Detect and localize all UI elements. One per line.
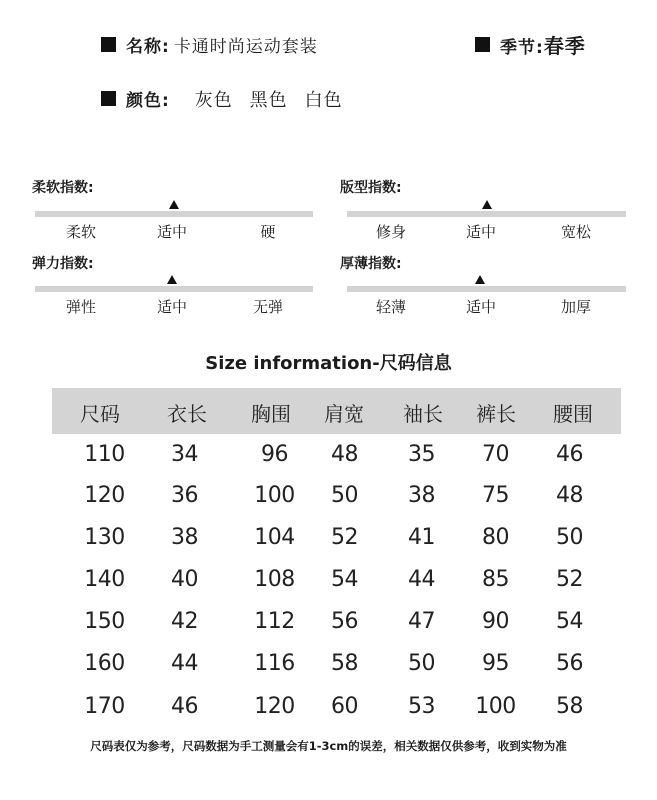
- season-value: 春季: [543, 34, 586, 58]
- index-label: 适中: [465, 223, 496, 241]
- table-cell: 80: [482, 525, 509, 550]
- table-cell: 46: [171, 694, 198, 719]
- header-cell: 肩宽: [324, 402, 364, 426]
- table-cell: 42: [171, 609, 198, 634]
- header-cell: 尺码: [80, 402, 120, 426]
- table-cell: 130: [84, 525, 125, 550]
- footnote: 尺码表仅为参考，尺码数据为手工测量会有1-3cm的误差，相关数据仅供参考，收到实物为准: [90, 739, 567, 753]
- index-title: 厚薄指数:: [340, 256, 402, 272]
- index-title: 版型指数:: [340, 180, 402, 196]
- table-cell: 44: [408, 567, 435, 592]
- table-cell: 47: [408, 609, 435, 634]
- header-cell: 袖长: [403, 402, 443, 426]
- index-label: 加厚: [560, 298, 591, 316]
- table-cell: 120: [84, 483, 125, 508]
- table-cell: 50: [556, 525, 583, 550]
- index-label: 适中: [465, 298, 496, 316]
- index-label: 适中: [156, 223, 187, 241]
- table-row: [52, 645, 621, 687]
- header-cell: 裤长: [476, 402, 516, 426]
- index-bar: [347, 286, 626, 292]
- table-cell: 38: [408, 483, 435, 508]
- index-label: 柔软: [65, 223, 96, 241]
- table-row: [52, 519, 621, 561]
- index-bar: [347, 211, 626, 217]
- color-value: 黑色: [249, 90, 288, 111]
- table-cell: 48: [556, 483, 583, 508]
- table-cell: 60: [331, 694, 358, 719]
- table-row: [52, 603, 621, 645]
- bullet-square-icon: [475, 37, 490, 52]
- table-cell: 56: [556, 651, 583, 676]
- indicator-triangle-icon: [169, 200, 179, 209]
- table-cell: 50: [331, 483, 358, 508]
- table-cell: 100: [475, 694, 516, 719]
- color-label: 颜色:: [126, 91, 170, 111]
- index-label: 轻薄: [375, 298, 406, 316]
- index-label: 无弹: [252, 298, 283, 316]
- table-cell: 58: [556, 694, 583, 719]
- index-title: 弹力指数:: [32, 256, 94, 272]
- index-label: 弹性: [65, 298, 96, 316]
- name-label: 名称:: [126, 37, 170, 57]
- table-cell: 56: [331, 609, 358, 634]
- table-cell: 70: [482, 442, 509, 467]
- index-title: 柔软指数:: [32, 180, 94, 196]
- table-cell: 95: [482, 651, 509, 676]
- table-cell: 36: [171, 483, 198, 508]
- size-info-title: Size information-尺码信息: [205, 353, 452, 374]
- table-cell: 46: [556, 442, 583, 467]
- table-cell: 110: [84, 442, 125, 467]
- table-cell: 120: [254, 694, 295, 719]
- table-cell: 140: [84, 567, 125, 592]
- index-bar: [35, 286, 313, 292]
- header-cell: 衣长: [167, 402, 207, 426]
- table-cell: 170: [84, 694, 125, 719]
- table-cell: 38: [171, 525, 198, 550]
- table-cell: 108: [254, 567, 295, 592]
- table-cell: 52: [331, 525, 358, 550]
- index-label: 宽松: [560, 223, 591, 241]
- table-cell: 100: [254, 483, 295, 508]
- index-label: 适中: [156, 298, 187, 316]
- indicator-triangle-icon: [475, 275, 485, 284]
- size-table-header: [52, 388, 621, 434]
- name-value: 卡通时尚运动套装: [173, 37, 318, 57]
- table-cell: 160: [84, 651, 125, 676]
- table-cell: 34: [171, 442, 198, 467]
- bullet-square-icon: [101, 37, 116, 52]
- table-cell: 112: [254, 609, 295, 634]
- table-cell: 75: [482, 483, 509, 508]
- table-cell: 35: [408, 442, 435, 467]
- table-cell: 116: [254, 651, 295, 676]
- table-cell: 41: [408, 525, 435, 550]
- product-name: [126, 32, 318, 57]
- table-cell: 53: [408, 694, 435, 719]
- table-row: [52, 688, 621, 730]
- color-value: 白色: [304, 90, 343, 111]
- indicator-triangle-icon: [167, 275, 177, 284]
- product-season: [500, 30, 586, 59]
- header-cell: 胸围: [251, 402, 291, 426]
- table-row: [52, 561, 621, 603]
- table-cell: 48: [331, 442, 358, 467]
- table-cell: 40: [171, 567, 198, 592]
- table-row: [52, 477, 621, 519]
- index-bar: [35, 211, 313, 217]
- table-cell: 44: [171, 651, 198, 676]
- table-cell: 90: [482, 609, 509, 634]
- index-label: 硬: [260, 223, 276, 241]
- color-value: 灰色: [194, 90, 233, 111]
- table-cell: 52: [556, 567, 583, 592]
- table-cell: 96: [261, 442, 288, 467]
- table-cell: 58: [331, 651, 358, 676]
- table-cell: 150: [84, 609, 125, 634]
- product-colors: [126, 86, 343, 112]
- indicator-triangle-icon: [482, 200, 492, 209]
- table-cell: 104: [254, 525, 295, 550]
- header-cell: 腰围: [553, 402, 593, 426]
- table-row: [52, 436, 621, 478]
- index-label: 修身: [375, 223, 406, 241]
- season-label: 季节:: [500, 38, 544, 58]
- table-cell: 54: [556, 609, 583, 634]
- table-cell: 85: [482, 567, 509, 592]
- table-cell: 50: [408, 651, 435, 676]
- table-cell: 54: [331, 567, 358, 592]
- bullet-square-icon: [101, 91, 116, 106]
